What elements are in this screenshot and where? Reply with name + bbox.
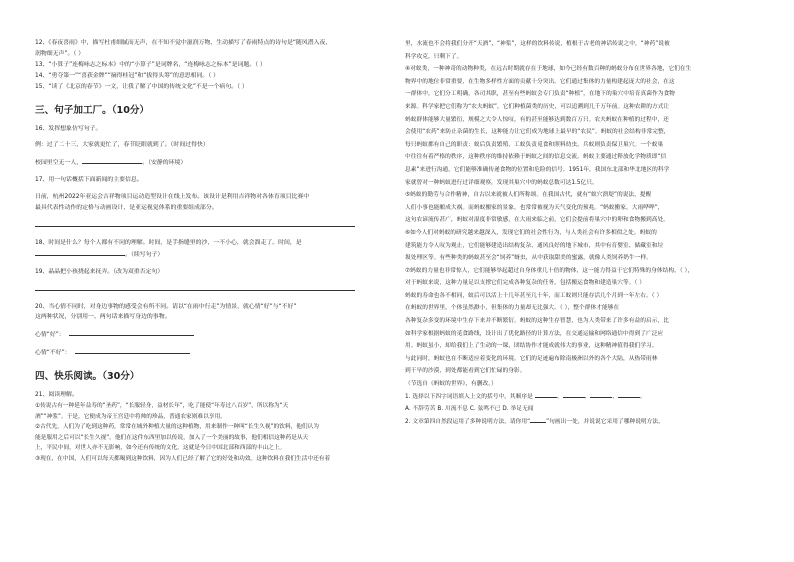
question-16: 16、发挥想象仿写句子。: [35, 125, 102, 132]
reading-line-4: 能是服用之后可以“长生久视”。他们在这件东西里加以传说，加入了一个美丽的故事，他们相信这种药是从天: [35, 434, 309, 441]
question-12-cont: 润物细无声”。（ ）: [35, 50, 85, 57]
question-20: 20、当心情不同时，对身边事物的感受会有所不同。请以“在雨中行走”为情景，就心情“好”与“不好”: [35, 303, 297, 310]
question-16-answer: [35, 157, 383, 169]
passage-line-4: 物界中的地位非常重要，在生物多样性方面的贡献十分突出。它们通过集体的力量构建起庞大的社会，在这: [405, 78, 675, 85]
mood-bad-blank[interactable]: [75, 347, 190, 354]
passage-line-20: 对于蚂蚁来说，这种力量足以支撑它们完成各种复杂的任务，包括搬运食物和建造巢穴等。（ ）: [405, 280, 645, 287]
question-21: 21、阅读理解。: [35, 392, 78, 399]
passage-line-16: ⑥如今人们对蚂蚁的研究越来越深入，发现它们的社会性行为，与人类社会有许多相似之处。蚂蚁的: [405, 229, 657, 236]
q19-answer-line[interactable]: [35, 284, 383, 296]
question-r1: 1. 选择以下四字词语填入上文的括号中，其顺序是 、 、 、 。: [405, 391, 761, 404]
passage-source: （节选自《蚂蚁的世界》，有删改。）: [405, 381, 497, 388]
question-r2-text: 2. 文章第四自然段运用了多种说明方法，请你用“: [405, 418, 531, 425]
passage-line-8: 会使用“农药”来防止杂菌的生长，这种能力让它们成为地球上最早的“农民”。蚂蚁的社会结构非常完整，: [405, 129, 670, 136]
question-20-cont: 这两种状况，分别用一、两句话来描写身边的事物。: [35, 314, 171, 321]
passage-line-11: 息素”来进行沟通，它们能够准确传递食物的位置和危险的信号。1951年，我国东北部和华北地区的科学: [405, 166, 670, 173]
passage-line-13: ⑤蚂蚁的勤劳与合作精神，自古以来就被人们所称颂。在我国古代，就有“蚁穴溃堤”的说法，提醒: [405, 192, 652, 199]
section-3-title: 三、句子加工厂。（10分）: [35, 104, 150, 116]
mood-good-blank[interactable]: [69, 329, 194, 336]
passage-line-26: 与此同时，蚂蚁也在不断适应着变化的环境。它们的足迹遍布除南极洲以外的各个大陆，从热带雨林: [405, 355, 658, 362]
question-12: 12、《春夜喜雨》中，描写杜甫细腻而无声，在不知不觉中滋润万物，生动描写了春雨特点的诗句是“随风潜入夜，: [35, 40, 332, 46]
passage-line-2: 科学攻克，只剩下了。: [405, 53, 463, 60]
reading-line-3: ②古代先，人们为了吃到这种药，常常在城外种植大量的这种植物，用来制作一种叫“长生久视”的饮料，他们认为: [35, 424, 319, 431]
passage-line-23: 各种复杂多变的环境中生存下来并不断繁衍。蚂蚁的这种生存智慧，也为人类带来了许多有益的启示，比: [405, 318, 669, 325]
reading-line-1: ①传说古有一种延年益寿的“圣药”，“长服轻身，益材长年”，吃了能使“年寿过八百岁”，所以称为“天: [35, 403, 289, 410]
example-sentence: 例：过了二十三，大家就更忙了，春节眨眼就到了。（时间过得快）: [35, 142, 209, 149]
question-14: 14、“勇夺第一”“喜获金牌”“摘得桂冠”和“拔得头筹”的意思相同。（ ）: [35, 72, 219, 79]
passage-line-25: 用。蚂蚁虽小，却给我们上了生动的一课，团结协作才能成就伟大的事业，这种精神值得我们学习。: [405, 343, 658, 350]
passage-line-5: 一群体中，它们分工明确，各司其职，甚至有些蚂蚁会专门负责“种植”，在地下的巢穴中培育真菌作为食物: [405, 91, 675, 98]
section-4-title: 四、快乐阅读。（30分）: [35, 371, 140, 383]
question-r2-text-b: ”句画出一处，并说说它采用了哪种说明方法，: [546, 418, 664, 425]
reading-line-6: ③现在，在中国，人们可以每天都喝到这种饮料，因为人们已经了解了它的好处和功效。这种饮料在我们生活中还有着: [35, 456, 331, 462]
question-r1-options: A. 不辞劳苦 B. 川流不息 C. 弦鸣不已 D. 举足无闻: [405, 406, 534, 413]
question-17: 17、用一句话概括下面新闻的主要信息。: [35, 177, 143, 184]
r2-underline-sample: [530, 416, 546, 423]
q16-suffix: 。（安静的环境）: [142, 160, 187, 167]
question-r1-text: 1. 选择以下四字词语填入上文的括号中，其顺序是: [405, 393, 533, 400]
passage-line-22: 在蚂蚁的世界里，个体虽然渺小，但集体的力量却无比强大。（ ），整个群体才能够在: [405, 305, 620, 312]
question-18: 18、时间是什么？每个人都有不同的理解。时间，是手指缝里的沙，一不小心，就会溜走了。时间，是: [35, 239, 302, 246]
passage-line-7: 蚂蚁群体能够大量繁衍，规模之大令人惊叹，有的甚至能够达到数百万只。农夫蚂蚁在种植的过程中，还: [405, 116, 669, 123]
passage-line-18: 圾处理区等。有些种类的蚂蚁甚至会“饲养”蚜虫，从中获取甜美的蜜露，就像人类饲养奶牛一样。: [405, 255, 652, 262]
question-19: 19、晶晶把小孩挠起来抚弄。（改为双重否定句）: [35, 268, 164, 275]
passage-line-21: 蚂蚁的寿命也各不相同，蚁后可以活上十几年甚至几十年，而工蚁则只能存活几个月到一年左右。（ ）: [405, 292, 663, 299]
r1-blank-1[interactable]: [535, 391, 557, 398]
r1-blank-2[interactable]: [563, 391, 585, 398]
q17-blank[interactable]: [35, 220, 355, 227]
q18-suffix: 。（续写句子）: [125, 251, 164, 258]
news-line-2: 最具代表性动作的定格与动画设计，是亚运视觉体系的重要组成部分。: [35, 205, 218, 212]
mood-bad-line: [35, 347, 383, 359]
question-15: 15、“读了《北京的春节》一文，让我了解了中国的传统文化”不是一个病句。（ ）: [35, 83, 248, 90]
right-column: [405, 38, 761, 428]
mood-bad-label: 心情“不好”：: [35, 350, 71, 357]
passage-line-1: 里，水流也不会将我们分开“天酒”、“神浆”，这样的饮料传说，植根于古老的神话传说之中，“神药”说被: [405, 41, 670, 47]
passage-line-15: 这句农谚流传甚广，蚂蚁对湿度非常敏感，在大雨来临之前，它们会提前将巢穴中的卵和食物搬到高处。: [405, 217, 669, 224]
passage-line-24: 如科学家根据蚂蚁的觅食路线，设计出了优化路径的计算方法，在交通运输和网络通信中得到了广泛应: [405, 330, 664, 337]
passage-line-19: ⑦蚂蚁的力量也非常惊人，它们能够举起超过自身体重几十倍的物体，这一能力得益于它们特殊的身体结构。（ ），: [405, 267, 694, 274]
mood-good-line: [35, 329, 383, 341]
news-line-1: 日前，杭州2022年亚运会吉祥物项目运动造型设计在线上发布。该设计是利用吉祥物对各体育项目比赛中: [35, 194, 310, 201]
q19-blank[interactable]: [35, 284, 355, 291]
passage-line-12: 家就曾对一种蚂蚁进行过详细观察，发现其巢穴中的蚂蚁总数可达1.5亿只。: [405, 179, 598, 186]
r1-blank-3[interactable]: [590, 391, 612, 398]
passage-line-3: ④对蚁类，一种神奇的动物种类，在远古时期就存在于地球，如今已经有数百种的蚂蚁分布在世界各地，它们在生: [405, 66, 692, 73]
passage-line-9: 每只蚂蚁都有自己的职责：蚁后负责繁殖，工蚁负责觅食和照料幼虫，兵蚁则负责保卫巢穴。一个蚁巢: [405, 141, 664, 148]
question-r2: [405, 416, 761, 429]
passage-line-17: 建筑能力令人叹为观止，它们能够建造出结构复杂、通风良好的地下城市，其中有育婴室、储藏室和垃: [405, 242, 664, 249]
r1-blank-4[interactable]: [618, 391, 640, 398]
passage-line-10: 中往往有着严格的秩序，这种秩序的维持依赖于蚂蚁之间的信息交流。蚂蚁主要通过释放化学物质即“信: [405, 154, 667, 161]
left-column: [35, 38, 383, 465]
mood-good-label: 心情“好”：: [35, 332, 65, 339]
q18-blank[interactable]: [35, 249, 125, 256]
q16-prefix: 校园里空无一人，: [35, 160, 83, 167]
passage-line-6: 来源。科学家把它们称为“农夫蚂蚁”，它们种植菌类的历史，可以追溯到几千万年前。这种农耕的方式让: [405, 103, 670, 110]
q16-blank[interactable]: [82, 157, 142, 164]
question-18-answer: [35, 249, 383, 261]
q17-answer-line[interactable]: [35, 220, 383, 232]
reading-line-5: 上，平民中间，对世人亦不无影响，如今还有传统的文化，这就是今日中国北部和西部的丰山之上。: [35, 445, 286, 452]
reading-line-2: 酒”“神浆”。于是，它便成为帝王宫廷中将帅的珍品，普通农家则难以享用。: [35, 413, 226, 420]
question-13: 13、“小算子”连梅咏志之标本》中的“小算子”是词牌名，“连梅咏志之标本”是词题。（ ）: [35, 61, 266, 68]
passage-line-14: 人们小事也能酿成大祸。而蚂蚁搬家的景象，也常常被视为天气变化的预兆。“蚂蚁搬家，大雨哗哗”，: [405, 204, 664, 211]
passage-line-27: 到干旱的沙漠，到处都能看到它们忙碌的身影。: [405, 368, 526, 375]
